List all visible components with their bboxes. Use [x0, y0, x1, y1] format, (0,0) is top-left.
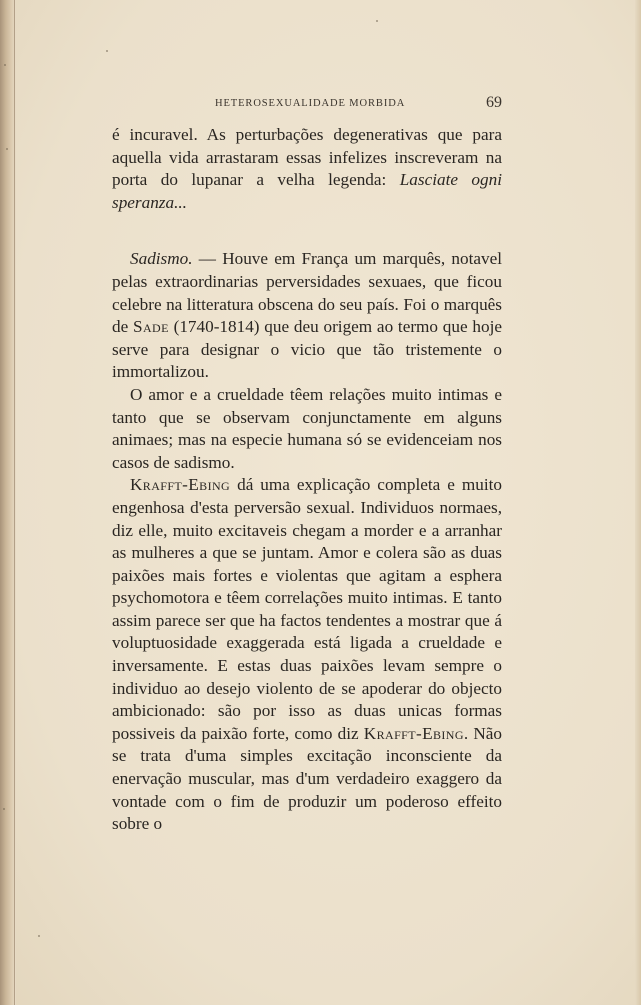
- gutter-line: [14, 0, 15, 1005]
- paragraph-amor: [112, 384, 502, 474]
- latin-quote: Lasciate ogni speranza...: [112, 170, 502, 212]
- paragraph-intro-text: é incuravel. As perturbações degenerativas que para aquella vida arrastaram essas infelizes inscreveram na porta do lupanar a velha legenda:: [112, 125, 502, 190]
- paragraph-krafft-ebing: [112, 474, 502, 836]
- author-name-krafft-ebing-2: Krafft-Ebing: [363, 723, 464, 743]
- paper-speck: [4, 64, 6, 66]
- paper-speck: [38, 935, 40, 937]
- author-name-sade: Sade: [133, 317, 169, 337]
- paper-speck: [6, 148, 8, 150]
- page-edge: [635, 0, 641, 1005]
- paper-speck: [106, 50, 108, 52]
- running-head: [112, 96, 502, 114]
- paper-speck: [376, 20, 378, 22]
- page-number: 69: [486, 94, 502, 111]
- paragraph-sadismo-text-b: (1740-1814) que deu origem ao termo que hoje serve para designar o vicio que tão tristemente o immortalizou.: [112, 317, 502, 382]
- section-heading-sadismo: Sadismo.: [130, 249, 193, 269]
- author-name-krafft-ebing: Krafft-Ebing: [130, 475, 231, 495]
- paragraph-krafft-text-b: . Não se trata d'uma simples excitação inconsciente da enervação muscular, mas d'um verdadeiro exaggero da vontade com o fim de produzir um poderoso effeito sobre o: [112, 723, 502, 834]
- paragraph-sadismo: [112, 248, 502, 384]
- running-head-title: HETEROSEXUALIDADE MORBIDA: [215, 98, 406, 109]
- paragraph-intro: [112, 124, 502, 214]
- body-text: [112, 124, 502, 836]
- paper-speck: [3, 808, 5, 810]
- paragraph-amor-text: O amor e a crueldade têem relações muito intimas e tanto que se observam conjunctamente em alguns animaes; mas na especie humana só se evidenceiam nos casos de sadismo.: [112, 384, 502, 472]
- paragraph-krafft-text-a: dá uma explicação completa e muito engenhosa d'esta perversão sexual. Individuos normaes, diz elle, muito excitaveis chegam a morder e a arranhar as mulheres a que se juntam. Amor e colera são as duas paixões mais fortes e violentas que agitam a esphera psychomotora e têem correlações muito intimas. E tanto assim parece ser que ha factos tendentes a mostrar que á voluptuosidade exaggerada está ligada a crueldade e inversamente. E estas duas paixões levam sempre o individuo ao desejo violento de se apoderar do objecto ambicionado: são por isso as duas unicas formas possiveis da paixão forte, como diz: [112, 475, 502, 743]
- paragraph-sadismo-text-a: — Houve em França um marquês, notavel pelas extraordinarias perversidades sexuaes, que ficou celebre na litteratura obscena do seu país. Foi o marquês de: [112, 249, 502, 337]
